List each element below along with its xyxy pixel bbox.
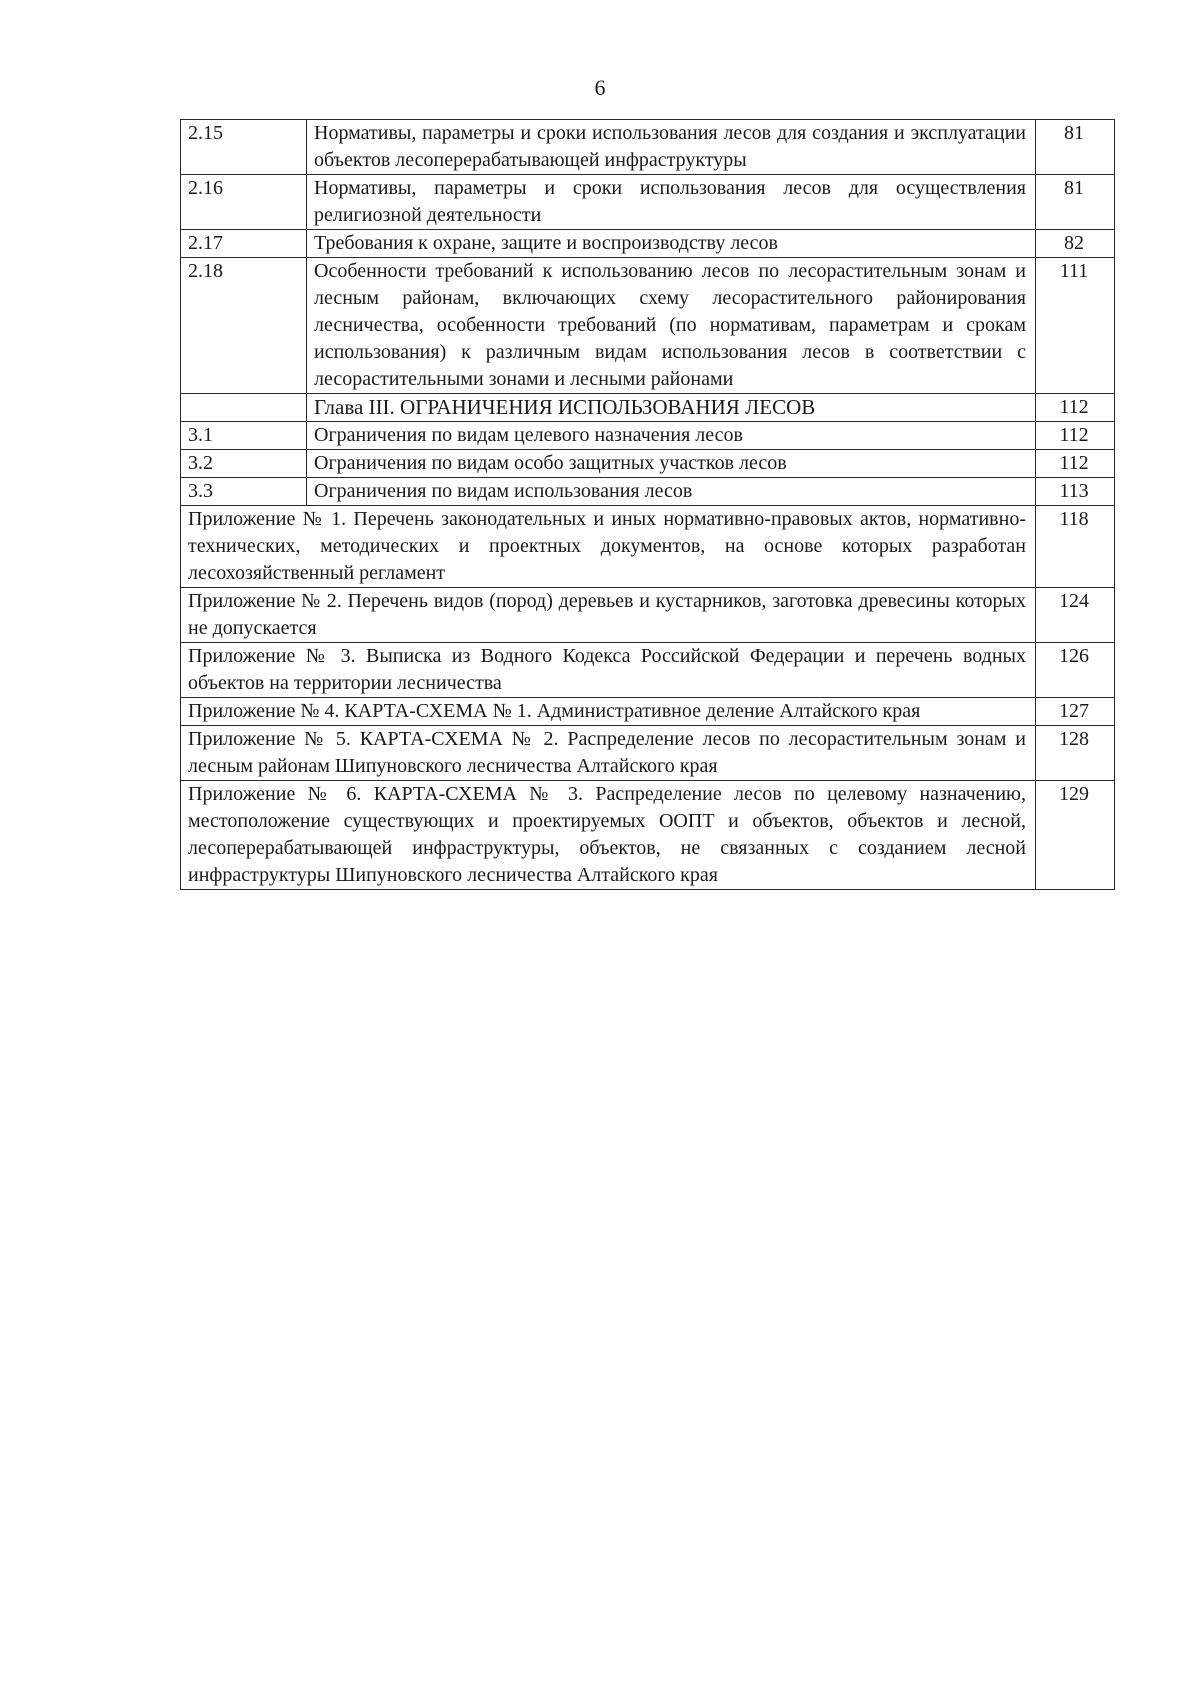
section-number: 3.3 xyxy=(181,478,307,506)
chapter-title: Глава III. ОГРАНИЧЕНИЯ ИСПОЛЬЗОВАНИЯ ЛЕСОВ xyxy=(307,394,1036,422)
toc-row-appendix-2 xyxy=(181,588,1115,643)
toc-row-appendix-1 xyxy=(181,506,1115,588)
section-page: 112 xyxy=(1036,394,1115,422)
appendix-title: Приложение № 1. Перечень законодательных и иных нормативно-правовых актов, нормативно-технических, методических и проектных документов, на основе которых разработан лесохозяйственный регламент xyxy=(181,506,1036,588)
section-title: Особенности требований к использованию лесов по лесорастительным зонам и лесным районам, включающих схему лесорастительного районирования лесничества, особенности требований (по нормативам, параметрам и срокам использования) к различным видам использования лесов в соответствии с лесорастительными зонами и лесными районами xyxy=(307,258,1036,394)
toc-row-2-16 xyxy=(181,175,1115,230)
toc-row-3-3 xyxy=(181,478,1115,506)
appendix-title: Приложение № 6. КАРТА-СХЕМА № 3. Распределение лесов по целевому назначению, местоположение существующих и проектируемых ООПТ и объектов, объектов и лесной, лесоперерабатывающей инфраструктуры, объектов, не связанных с созданием лесной инфраструктуры Шипуновского лесничества Алтайского края xyxy=(181,781,1036,890)
section-number: 2.15 xyxy=(181,120,307,175)
section-page: 81 xyxy=(1036,175,1115,230)
page-number: 6 xyxy=(594,75,606,100)
appendix-title: Приложение № 2. Перечень видов (пород) деревьев и кустарников, заготовка древесины которых не допускается xyxy=(181,588,1036,643)
toc-row-2-17 xyxy=(181,230,1115,258)
section-number: 2.17 xyxy=(181,230,307,258)
section-page: 113 xyxy=(1036,478,1115,506)
section-number: 2.18 xyxy=(181,258,307,394)
section-page: 112 xyxy=(1036,422,1115,450)
section-page: 112 xyxy=(1036,450,1115,478)
appendix-page: 118 xyxy=(1036,506,1115,588)
toc-row-3-2 xyxy=(181,450,1115,478)
section-number xyxy=(181,394,307,422)
appendix-page: 124 xyxy=(1036,588,1115,643)
section-number: 3.1 xyxy=(181,422,307,450)
section-page: 81 xyxy=(1036,120,1115,175)
toc-row-2-18 xyxy=(181,258,1115,394)
appendix-page: 126 xyxy=(1036,643,1115,698)
toc-row-chapter-3 xyxy=(181,394,1115,422)
toc-row-appendix-3 xyxy=(181,643,1115,698)
appendix-page: 127 xyxy=(1036,698,1115,726)
toc-row-3-1 xyxy=(181,422,1115,450)
appendix-title: Приложение № 3. Выписка из Водного Кодекса Российской Федерации и перечень водных объектов на территории лесничества xyxy=(181,643,1036,698)
section-title: Ограничения по видам целевого назначения лесов xyxy=(307,422,1036,450)
section-title: Ограничения по видам использования лесов xyxy=(307,478,1036,506)
section-number: 3.2 xyxy=(181,450,307,478)
toc-row-appendix-6 xyxy=(181,781,1115,890)
section-title: Требования к охране, защите и воспроизводству лесов xyxy=(307,230,1036,258)
appendix-title: Приложение № 4. КАРТА-СХЕМА № 1. Административное деление Алтайского края xyxy=(181,698,1036,726)
appendix-page: 128 xyxy=(1036,726,1115,781)
toc-row-2-15 xyxy=(181,120,1115,175)
toc-row-appendix-5 xyxy=(181,726,1115,781)
section-title: Нормативы, параметры и сроки использования лесов для осуществления религиозной деятельности xyxy=(307,175,1036,230)
section-page: 82 xyxy=(1036,230,1115,258)
table-of-contents xyxy=(180,119,1115,890)
toc-row-appendix-4 xyxy=(181,698,1115,726)
appendix-page: 129 xyxy=(1036,781,1115,890)
section-number: 2.16 xyxy=(181,175,307,230)
appendix-title: Приложение № 5. КАРТА-СХЕМА № 2. Распределение лесов по лесорастительным зонам и лесным районам Шипуновского лесничества Алтайского края xyxy=(181,726,1036,781)
section-title: Ограничения по видам особо защитных участков лесов xyxy=(307,450,1036,478)
section-page: 111 xyxy=(1036,258,1115,394)
section-title: Нормативы, параметры и сроки использования лесов для создания и эксплуатации объектов лесоперерабатывающей инфраструктуры xyxy=(307,120,1036,175)
